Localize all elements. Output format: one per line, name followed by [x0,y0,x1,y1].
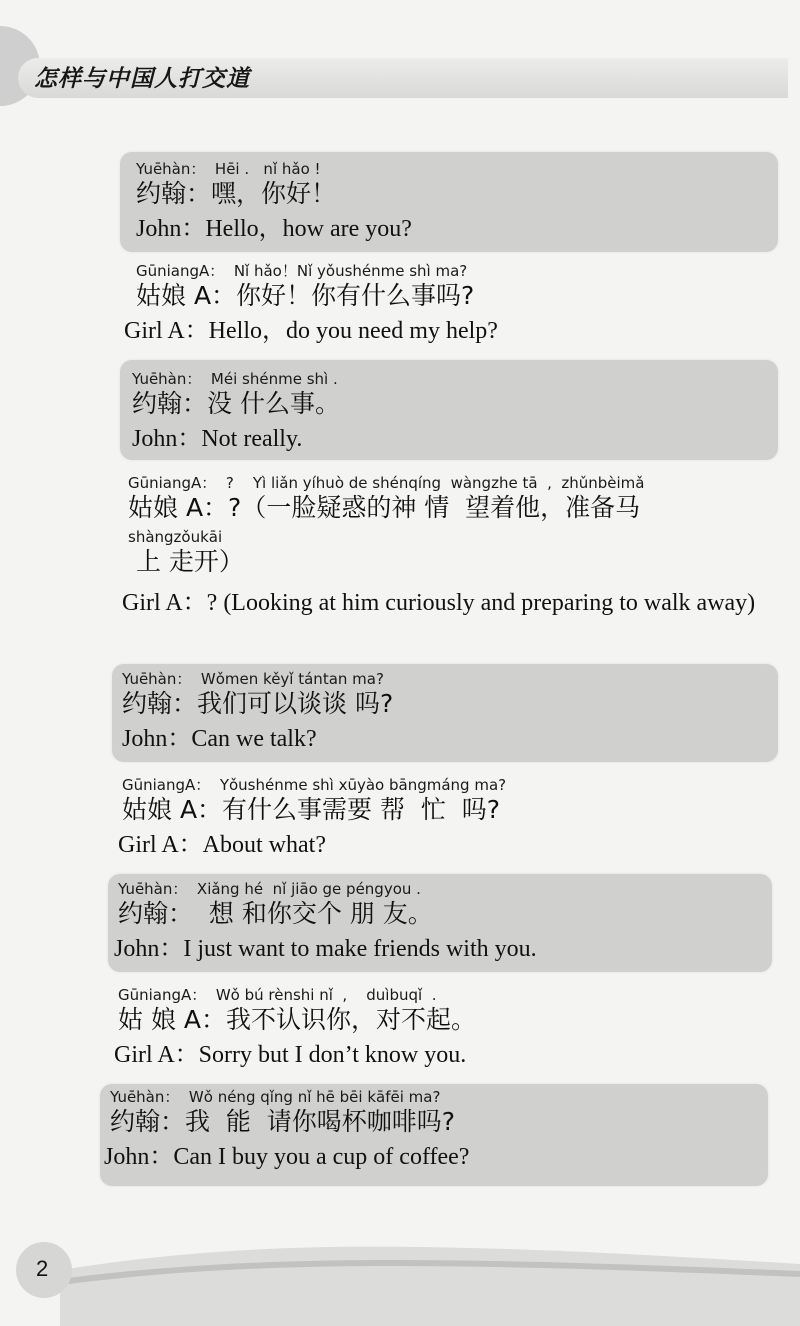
pinyin-line: GūniangA： Wǒ bú rènshi nǐ , duìbuqǐ . [118,986,437,1004]
chinese-line: 约翰：没 什么事。 [132,389,340,418]
pinyin-line: GūniangA： Nǐ hǎo！Nǐ yǒushénme shì ma? [136,262,468,280]
pinyin-line-continued: shàngzǒukāi [128,528,223,546]
pinyin-line: GūniangA： ? Yì liǎn yíhuò de shénqíng wàngzhe tā , zhǔnbèimǎ [128,474,645,492]
dialogue-block-girl-2 [116,474,778,660]
english-line: John：I just want to make friends with you. [114,936,537,962]
chinese-line-continued: 上 走开） [128,547,244,576]
dialogue-block-girl-4 [108,986,772,1076]
english-line: John：Hello，how are you? [136,216,412,242]
chinese-line: 约翰：我 能 请你喝杯咖啡吗? [110,1107,456,1136]
pinyin-line: Yuēhàn： Méi shénme shì . [132,370,338,388]
chinese-line: 约翰： 想 和你交个 朋 友。 [118,899,433,928]
chinese-line: 姑娘 A：有什么事需要 帮 忙 吗? [122,795,501,824]
dialogue-block-john-3 [112,664,778,762]
page-header-title: 怎样与中国人打交道 [34,66,250,92]
english-line: Girl A：Hello，do you need my help? [124,318,498,344]
dialogue-block-john-4 [108,874,772,972]
dialogue-block-john-5 [100,1084,768,1186]
pinyin-line: Yuēhàn： Xiǎng hé nǐ jiāo ge péngyou . [118,880,421,898]
pinyin-line: Yuēhàn： Hēi . nǐ hǎo ! [136,160,321,178]
english-line: Girl A：About what? [118,832,326,858]
chinese-line: 约翰：我们可以谈谈 吗? [122,689,394,718]
pinyin-line: GūniangA： Yǒushénme shì xūyào bāngmáng ma? [122,776,507,794]
chinese-line: 约翰：嘿，你好！ [136,179,337,208]
english-line: John：Can we talk? [122,726,317,752]
footer-swoosh [0,1230,800,1326]
english-line: Girl A：Sorry but I don’t know you. [114,1042,467,1068]
english-line: Girl A：? (Looking at him curiously and preparing to walk away) [122,590,756,616]
pinyin-line: Yuēhàn： Wǒmen kěyǐ tántan ma? [122,670,384,688]
dialogue-block-john-2 [120,360,778,460]
chinese-line: 姑娘 A：你好！你有什么事吗? [136,281,475,310]
pinyin-line: Yuēhàn： Wǒ néng qǐng nǐ hē bēi kāfēi ma? [110,1088,441,1106]
chinese-line: 姑娘 A：?（一脸疑惑的神 情 望着他，准备马 [128,493,641,522]
english-line: John：Not really. [132,426,303,452]
page-number: 2 [36,1256,49,1281]
chinese-line: 姑 娘 A：我不认识你，对不起。 [118,1005,476,1034]
dialogue-block-girl-1 [120,262,778,358]
dialogue-block-girl-3 [112,776,778,868]
dialogue-block-john-1 [120,152,778,252]
english-line: John：Can I buy you a cup of coffee? [104,1144,470,1170]
